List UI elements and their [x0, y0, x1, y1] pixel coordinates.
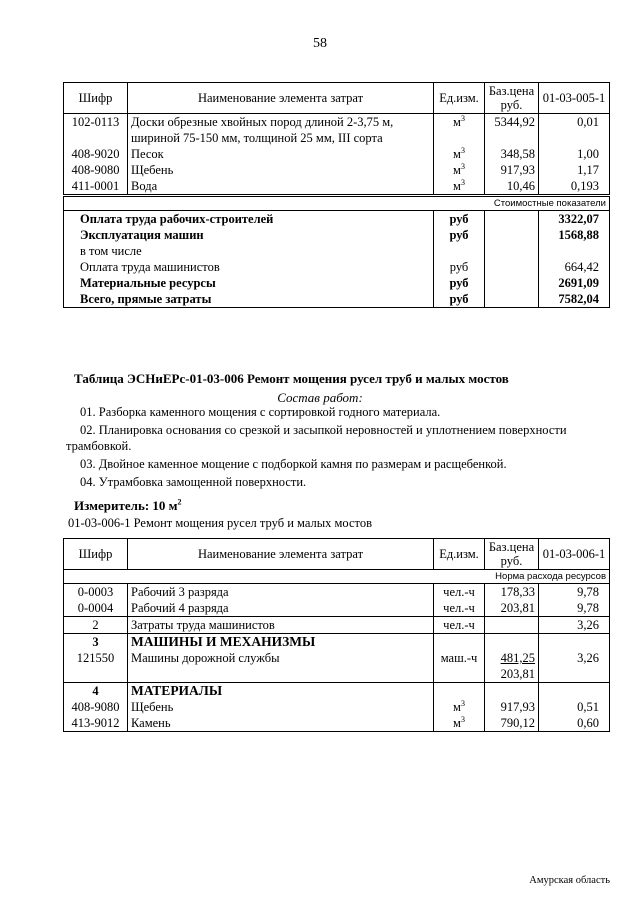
resource-name: Щебень: [128, 162, 434, 178]
resource-code: 4: [64, 683, 128, 700]
column-header: Баз.цена руб.: [485, 83, 539, 114]
resource-unit: $м^3$: [434, 114, 485, 147]
cost-table-2: [63, 538, 610, 732]
base-price: 348,58: [485, 146, 539, 162]
resource-unit: [434, 683, 485, 700]
totals-value: 2691,09: [558, 276, 599, 290]
resource-code: 121550: [64, 650, 128, 683]
column-header: 01-03-006-1: [539, 539, 610, 570]
measure-unit: [74, 498, 182, 514]
section-row: [64, 683, 610, 700]
resource-name: МАШИНЫ И МЕХАНИЗМЫ: [128, 634, 434, 651]
resource-unit: чел.-ч: [434, 600, 485, 617]
resource-name: Затраты труда машинистов: [128, 617, 434, 634]
table-2-title: Таблица ЭСНиЕРс-01-03-006 Ремонт мощения русел труб и малых мостов: [74, 371, 509, 386]
totals-empty: [485, 259, 539, 275]
resource-name: Доски обрезные хвойных пород длиной 2-3,75 м, шириной 75-150 мм, толщиной 25 мм, III сорта: [128, 114, 434, 147]
totals-value: 1568,88: [558, 228, 599, 242]
work-step: 02. Планировка основания со срезкой и засыпкой неровностей и уплотнением поверхности: [80, 423, 567, 437]
table-row: [64, 699, 610, 715]
column-header: Шифр: [64, 83, 128, 114]
table-row: [64, 584, 610, 601]
table-row: [64, 617, 610, 634]
resource-code: 408-9020: [64, 146, 128, 162]
norm-value: 0,193: [570, 179, 599, 193]
resource-name: Камень: [128, 715, 434, 732]
totals-row: [64, 275, 610, 291]
norm-value: 0,60: [577, 716, 599, 730]
cost-table-1: [63, 82, 610, 308]
norm-value: 3,26: [577, 651, 599, 665]
measure-unit-sup: 2: [177, 497, 182, 507]
unit-superscript: 3: [460, 146, 465, 155]
work-step: трамбовкой.: [66, 439, 132, 453]
norm-value: 9,78: [577, 601, 599, 615]
unit-superscript: 3: [460, 162, 465, 171]
resource-code: 411-0001: [64, 178, 128, 196]
totals-unit: [434, 243, 485, 259]
unit-superscript: 3: [460, 113, 465, 123]
table-row: [64, 162, 610, 178]
base-price: [485, 683, 539, 700]
table-row: [64, 715, 610, 732]
unit-superscript: 3: [460, 178, 465, 187]
resource-name: Щебень: [128, 699, 434, 715]
work-step: 03. Двойное каменное мощение с подборкой камня по размерам и расщебенкой.: [80, 457, 507, 471]
table-subheader-row: [64, 196, 610, 211]
totals-unit: руб: [434, 227, 485, 243]
table-row: [64, 146, 610, 162]
totals-label: Эксплуатация машин: [64, 227, 434, 243]
totals-label: Всего, прямые затраты: [64, 291, 434, 308]
totals-empty: [485, 211, 539, 228]
table-2-subtitle: 01-03-006-1 Ремонт мощения русел труб и малых мостов: [68, 516, 372, 530]
base-price: 917,93: [485, 699, 539, 715]
norm-value: 1,17: [577, 163, 599, 177]
base-price-secondary: 203,81: [500, 667, 535, 681]
table-row: [64, 114, 610, 147]
totals-value: 664,42: [564, 260, 599, 274]
table-subheader: Стоимостные показатели: [64, 196, 610, 211]
resource-code: 102-0113: [64, 114, 128, 147]
resource-name: Рабочий 4 разряда: [128, 600, 434, 617]
norm-value: [539, 683, 610, 700]
norm-value: 0,01: [577, 115, 599, 129]
unit-superscript: 3: [460, 715, 465, 724]
column-header: Шифр: [64, 539, 128, 570]
resource-code: 3: [64, 634, 128, 651]
totals-unit: руб: [434, 291, 485, 308]
norm-value: 9,78: [577, 585, 599, 599]
totals-empty: [485, 291, 539, 308]
totals-value: 3322,07: [558, 212, 599, 226]
resource-unit: $м^3$: [434, 146, 485, 162]
totals-row: [64, 259, 610, 275]
table-row: [64, 600, 610, 617]
norm-value: 0,51: [577, 700, 599, 714]
totals-label: Оплата труда машинистов: [64, 259, 434, 275]
resource-code: 408-9080: [64, 699, 128, 715]
table-subheader-row: [64, 570, 610, 584]
totals-row: [64, 291, 610, 308]
totals-unit: руб: [434, 275, 485, 291]
totals-label: Материальные ресурсы: [64, 275, 434, 291]
section-row: [64, 634, 610, 651]
totals-empty: [485, 275, 539, 291]
resource-name: Вода: [128, 178, 434, 196]
table-subheader: Норма расхода ресурсов: [64, 570, 610, 584]
base-price: 10,46: [485, 178, 539, 196]
column-header: Наименование элемента затрат: [128, 539, 434, 570]
base-price: [485, 650, 539, 683]
resource-code: 0-0003: [64, 584, 128, 601]
resource-unit: $м^3$: [434, 178, 485, 196]
table-row: [64, 178, 610, 196]
base-price-primary: 481,25: [500, 651, 535, 665]
resource-name: Песок: [128, 146, 434, 162]
resource-code: 413-9012: [64, 715, 128, 732]
resource-code: 408-9080: [64, 162, 128, 178]
work-step: 04. Утрамбовка замощенной поверхности.: [80, 475, 307, 489]
column-header: Наименование элемента затрат: [128, 83, 434, 114]
norm-value: [539, 634, 610, 651]
footer-region: Амурская область: [529, 875, 610, 886]
base-price: 203,81: [485, 600, 539, 617]
table-row: [64, 650, 610, 683]
norm-value: 1,00: [577, 147, 599, 161]
resource-name: МАТЕРИАЛЫ: [128, 683, 434, 700]
totals-label: Оплата труда рабочих-строителей: [64, 211, 434, 228]
work-step: 01. Разборка каменного мощения с сортировкой годного материала.: [80, 405, 441, 419]
column-header: Баз.цена руб.: [485, 539, 539, 570]
resource-unit: чел.-ч: [434, 617, 485, 634]
resource-name: Машины дорожной службы: [128, 650, 434, 683]
base-price: 178,33: [485, 584, 539, 601]
totals-empty: [485, 243, 539, 259]
resource-unit: маш.-ч: [434, 650, 485, 683]
totals-row: [64, 211, 610, 228]
totals-unit: руб: [434, 259, 485, 275]
resource-unit: [434, 634, 485, 651]
base-price: [485, 617, 539, 634]
work-composition-heading: Состав работ:: [277, 390, 363, 405]
resource-code: 2: [64, 617, 128, 634]
resource-unit: чел.-ч: [434, 584, 485, 601]
base-price: 790,12: [485, 715, 539, 732]
totals-row: [64, 243, 610, 259]
base-price: 917,93: [485, 162, 539, 178]
resource-unit: $м^3$: [434, 715, 485, 732]
table-header-row: [64, 539, 610, 570]
column-header: 01-03-005-1: [539, 83, 610, 114]
totals-row: [64, 227, 610, 243]
unit-superscript: 3: [460, 699, 465, 708]
totals-value: [539, 243, 610, 259]
resource-code: 0-0004: [64, 600, 128, 617]
resource-unit: $м^3$: [434, 162, 485, 178]
totals-value: 7582,04: [558, 292, 599, 306]
page-number: 58: [313, 36, 327, 51]
column-header: Ед.изм.: [434, 539, 485, 570]
table-header-row: [64, 83, 610, 114]
base-price: [485, 634, 539, 651]
base-price: 5344,92: [485, 114, 539, 147]
totals-label: в том числе: [64, 243, 434, 259]
totals-unit: руб: [434, 211, 485, 228]
resource-name: Рабочий 3 разряда: [128, 584, 434, 601]
column-header: Ед.изм.: [434, 83, 485, 114]
resource-unit: $м^3$: [434, 699, 485, 715]
measure-unit-text: Измеритель: 10 м: [74, 498, 178, 513]
norm-value: 3,26: [539, 617, 610, 634]
totals-empty: [485, 227, 539, 243]
